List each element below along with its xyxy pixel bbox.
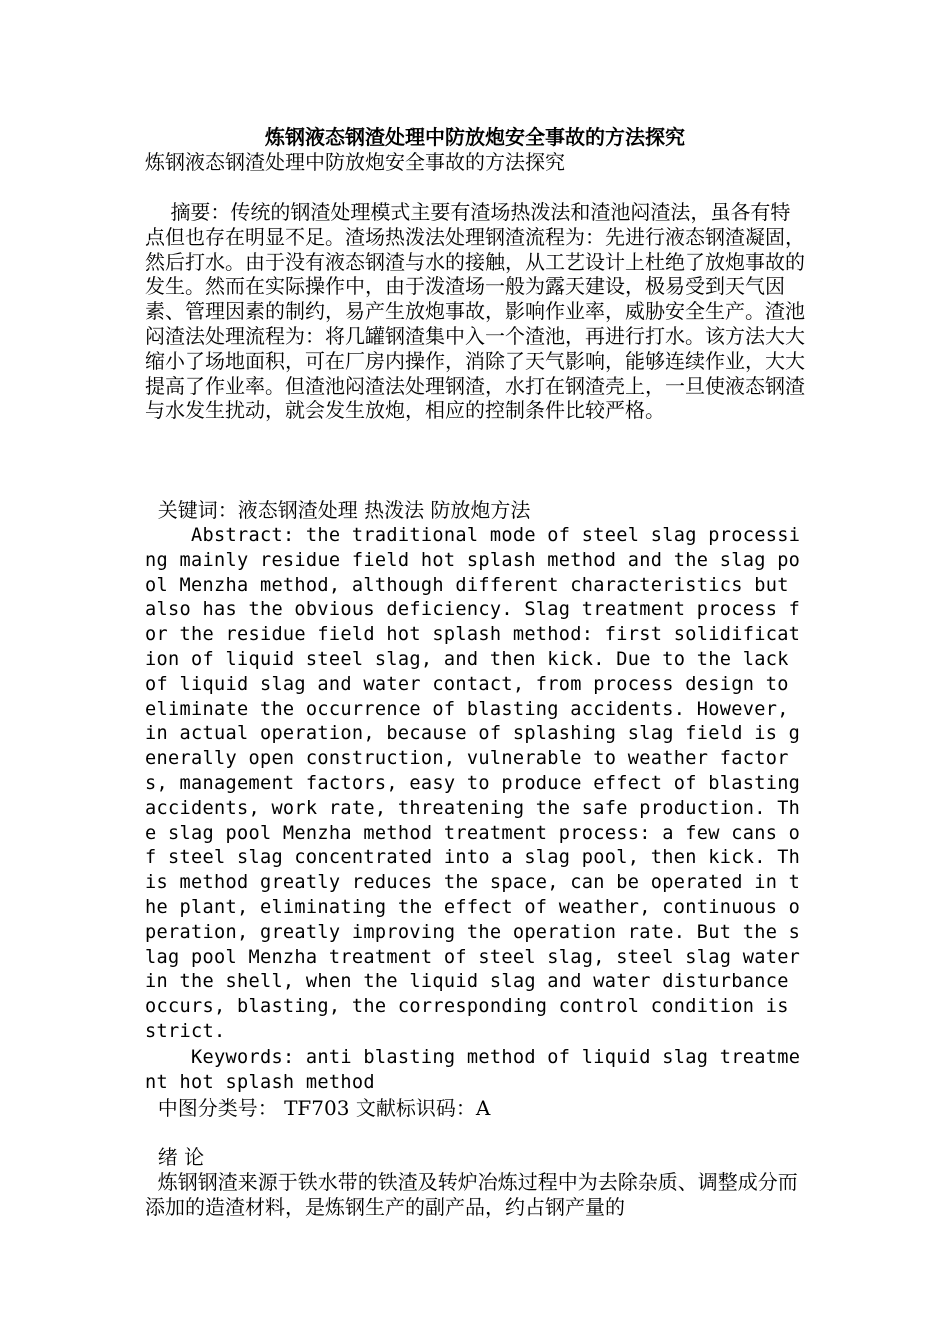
- chinese-abstract: 摘要：传统的钢渣处理模式主要有渣场热泼法和渣池闷渣法，虽各有特点但也存在明显不足。渣场热泼法处理钢渣流程为：先进行液态钢渣凝固，然后打水。由于没有液态钢渣与水的接触，从工艺设计上杜绝了放炮事故的发生。然而在实际操作中，由于泼渣场一般为露天建设，极易受到天气因素、管理因素的制约，易产生放炮事故，影响作业率，威胁安全生产。渣池闷渣法处理流程为：将几罐钢渣集中入一个渣池，再进行打水。该方法大大缩小了场地面积，可在厂房内操作，消除了天气影响，能够连续作业，大大提高了作业率。但渣池闷渣法处理钢渣，水打在钢渣壳上，一旦使液态钢渣与水发生扰动，就会发生放炮，相应的控制条件比较严格。: [145, 200, 805, 423]
- introduction-body: 炼钢钢渣来源于铁水带的铁渣及转炉冶炼过程中为去除杂质、调整成分而添加的造渣材料，是炼钢生产的副产品，约占钢产量的: [145, 1170, 798, 1219]
- english-abstract: Abstract: the traditional mode of steel slag processing mainly residue field hot splash method and the slag pool Menzha method, although different characteristics but also has the obvious deficiency. Slag treatment process for the residue field hot splash method: first solidification of liquid steel slag, and then kick. Due to the lack of liquid slag and water contact, from process design to eliminate the occurrence of blasting accidents. However, in actual operation, because of splashing slag field is generally open construction, vulnerable to weather factors, management factors, easy to produce effect of blasting accidents, work rate, threatening the safe production. The slag pool Menzha method treatment process: a few cans of steel slag concentrated into a slag pool, then kick. This method greatly reduces the space, can be operated in the plant, eliminating the effect of weather, continuous operation, greatly improving the operation rate. But the slag pool Menzha treatment of steel slag, steel slag water in the shell, when the liquid slag and water disturbance occurs, blasting, the corresponding control condition is strict.: [145, 525, 812, 1042]
- english-keywords: Keywords: anti blasting method of liquid slag treatment hot splash method: [145, 1047, 801, 1093]
- chinese-keywords: 关键词：液态钢渣处理 热泼法 防放炮方法: [145, 498, 531, 522]
- document-title: 炼钢液态钢渣处理中防放炮安全事故的方法探究: [265, 125, 685, 149]
- document-subtitle: 炼钢液态钢渣处理中防放炮安全事故的方法探究: [145, 150, 565, 174]
- classification-number: 中图分类号： TF703 文献标识码：A: [145, 1096, 491, 1120]
- introduction-heading: 绪 论: [145, 1145, 205, 1169]
